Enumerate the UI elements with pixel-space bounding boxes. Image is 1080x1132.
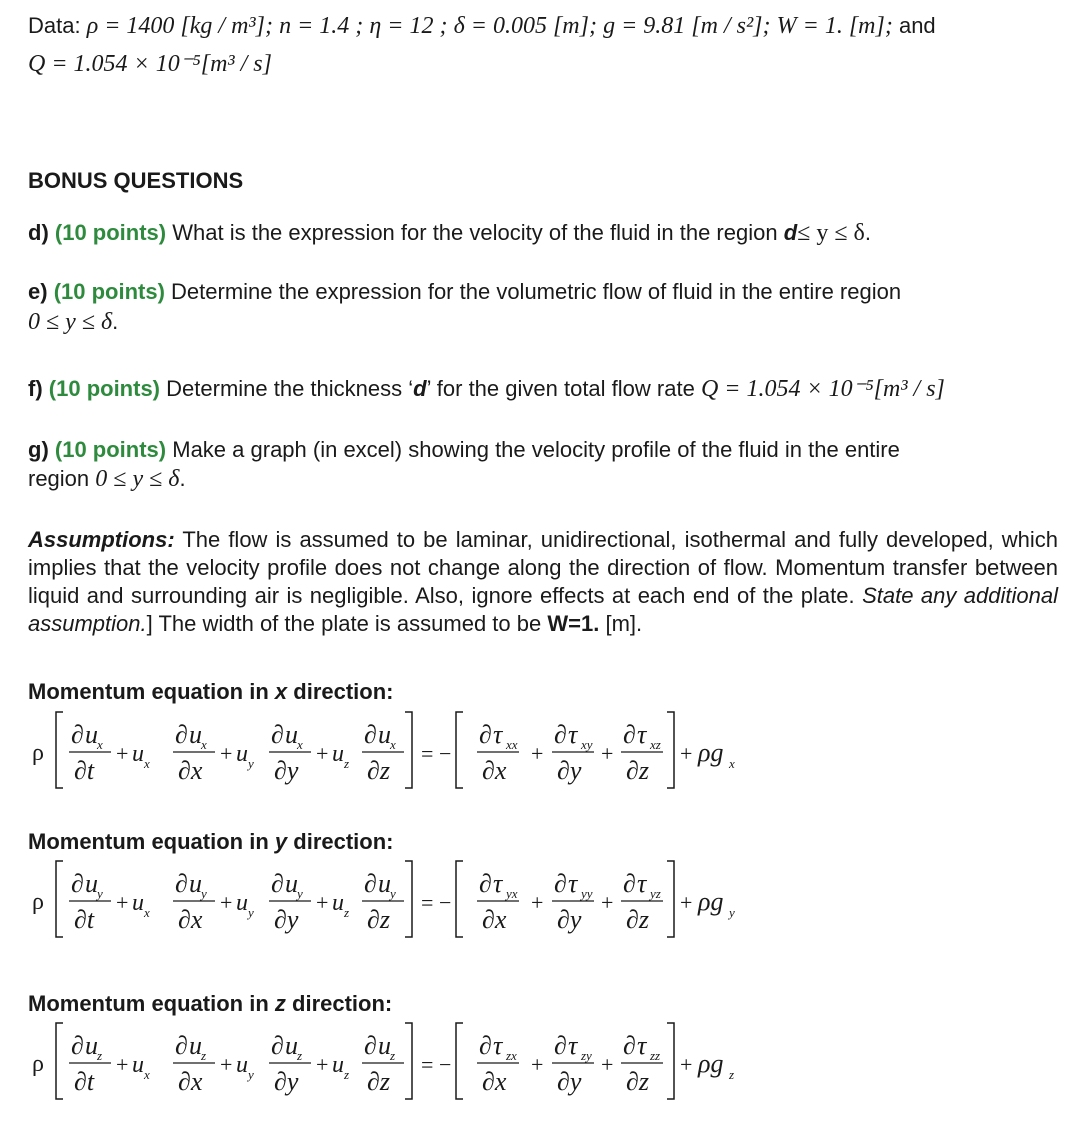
- question-text: Determine the thickness ‘: [166, 376, 414, 401]
- sub-y: y: [248, 1067, 254, 1082]
- frac-dtau-2-sub: yy: [581, 886, 593, 901]
- minus: −: [439, 741, 452, 766]
- question-text-2: ’ for the given total flow rate: [426, 376, 695, 401]
- question-label: d): [28, 220, 49, 245]
- frac-dudt-num: u: [85, 869, 98, 898]
- frac-dtau-3-num: τ: [637, 869, 647, 898]
- frac-dtau-3-den: ∂z: [626, 1067, 649, 1096]
- u-x: u: [132, 741, 144, 767]
- sub-y: y: [248, 756, 254, 771]
- frac-dudt-num: u: [85, 720, 98, 749]
- frac-dudx-den: ∂x: [178, 1067, 203, 1096]
- frac-dtau-3-den: ∂z: [626, 905, 649, 934]
- frac-dtau-1-num: τ: [493, 869, 503, 898]
- right-bracket: [405, 861, 412, 937]
- question-e-math: [28, 308, 118, 336]
- points-label: (10 points): [53, 279, 165, 304]
- frac-dtau-2-num: ∂: [554, 869, 567, 898]
- frac-dudt-den: ∂t: [74, 905, 95, 934]
- frac-dudy-sub: y: [297, 886, 303, 901]
- question-text: Determine the expression for the volumetric flow of fluid in the entire region: [171, 279, 902, 304]
- frac-dudt-den: ∂t: [74, 756, 95, 785]
- right-bracket: [405, 712, 412, 788]
- plus: +: [316, 1052, 329, 1077]
- u-y: u: [236, 1052, 248, 1078]
- question-f: [28, 375, 945, 403]
- momentum-equation-y: [28, 857, 788, 946]
- eq-z-title: [28, 990, 392, 1018]
- frac-dudt-num: ∂: [71, 869, 84, 898]
- assumptions-label: Assumptions:: [28, 527, 175, 552]
- frac-dudy-den: ∂y: [274, 756, 299, 785]
- minus: −: [439, 1052, 452, 1077]
- frac-dudy-sub: x: [297, 737, 303, 752]
- n-value: n = 1.4 ;: [279, 13, 364, 39]
- frac-dudy-num: ∂: [271, 869, 284, 898]
- eq-y-title: [28, 828, 394, 856]
- frac-dudy-num: ∂: [271, 1031, 284, 1060]
- flow-rate-math: Q = 1.054 × 10⁻⁵[m³ / s]: [700, 376, 945, 402]
- sub-g: y: [729, 905, 735, 920]
- sub-z: z: [344, 905, 350, 920]
- plus: +: [531, 741, 544, 766]
- right-bracket: [405, 1023, 412, 1099]
- plus: +: [531, 890, 544, 915]
- frac-dtau-3-num: ∂: [623, 1031, 636, 1060]
- eq-title-pre: Momentum equation in: [28, 991, 269, 1016]
- math-range: 0 ≤ y ≤ δ: [95, 466, 180, 492]
- sub-y: y: [248, 905, 254, 920]
- eq-axis: x: [274, 679, 288, 704]
- question-label: e): [28, 279, 48, 304]
- frac-dtau-2-num: ∂: [554, 720, 567, 749]
- plus: +: [601, 741, 614, 766]
- right-bracket: [667, 861, 674, 937]
- frac-dtau-2-den: ∂y: [557, 756, 582, 785]
- frac-dtau-2-num: ∂: [554, 1031, 567, 1060]
- assumptions-unit: [m].: [605, 611, 643, 636]
- frac-dudx-den: ∂x: [178, 905, 203, 934]
- u-x: u: [132, 1052, 144, 1078]
- frac-dudy-num: ∂: [271, 720, 284, 749]
- minus: −: [439, 890, 452, 915]
- left-bracket: [456, 861, 463, 937]
- frac-dtau-2-num: τ: [568, 720, 578, 749]
- frac-dudt-num: ∂: [71, 1031, 84, 1060]
- frac-dudt-num: ∂: [71, 720, 84, 749]
- equals: =: [421, 890, 434, 915]
- data-label: Data:: [28, 13, 81, 38]
- frac-dudz-sub: x: [390, 737, 396, 752]
- frac-dudy-den: ∂y: [274, 1067, 299, 1096]
- right-bracket: [667, 712, 674, 788]
- math-range: ≤ y ≤ δ: [797, 220, 865, 246]
- plus: +: [680, 890, 693, 915]
- frac-dtau-1-num: ∂: [479, 1031, 492, 1060]
- assumptions-italic: State any additional assumption.: [28, 583, 1058, 636]
- eq-title-pre: Momentum equation in: [28, 679, 269, 704]
- plus: +: [220, 741, 233, 766]
- frac-dudy-num: u: [285, 720, 298, 749]
- period: .: [864, 220, 871, 245]
- points-label: (10 points): [54, 220, 167, 245]
- frac-dudy-den: ∂y: [274, 905, 299, 934]
- frac-dudx-sub: y: [201, 886, 207, 901]
- frac-dtau-1-num: ∂: [479, 869, 492, 898]
- frac-dtau-2-num: τ: [568, 1031, 578, 1060]
- left-bracket: [56, 712, 63, 788]
- plus: +: [680, 1052, 693, 1077]
- frac-dudz-num: u: [378, 869, 391, 898]
- frac-dudy-num: u: [285, 869, 298, 898]
- plus: +: [680, 741, 693, 766]
- frac-dtau-1-num: ∂: [479, 720, 492, 749]
- u-y: u: [236, 741, 248, 767]
- u-z: u: [332, 741, 344, 767]
- frac-dudz-sub: z: [390, 1048, 396, 1063]
- frac-dtau-3-num: ∂: [623, 720, 636, 749]
- frac-dtau-1-sub: zx: [506, 1048, 517, 1063]
- frac-dudt-sub: y: [97, 886, 103, 901]
- question-text: Make a graph (in excel) showing the velocity profile of the fluid in the entire: [172, 437, 900, 462]
- frac-dudz-num: ∂: [364, 720, 377, 749]
- plus: +: [116, 890, 129, 915]
- frac-dtau-3-den: ∂z: [626, 756, 649, 785]
- w-value: W = 1. [m];: [776, 13, 893, 39]
- u-z: u: [332, 890, 344, 916]
- frac-dtau-1-den: ∂x: [482, 756, 507, 785]
- frac-dudx-num: u: [189, 869, 202, 898]
- and-text: and: [898, 13, 936, 38]
- frac-dudz-sub: y: [390, 886, 396, 901]
- u-y: u: [236, 890, 248, 916]
- frac-dudt-den: ∂t: [74, 1067, 95, 1096]
- eq-title-post: direction:: [292, 991, 393, 1016]
- plus: +: [220, 1052, 233, 1077]
- left-bracket: [456, 712, 463, 788]
- frac-dudx-num: ∂: [175, 1031, 188, 1060]
- frac-dtau-3-sub: zz: [650, 1048, 661, 1063]
- sub-x: x: [144, 1067, 150, 1082]
- assumptions-text-2: ] The width of the plate is assumed to be: [146, 611, 542, 636]
- period: .: [112, 309, 119, 334]
- points-label: (10 points): [48, 376, 161, 401]
- q-value: Q = 1.054 × 10⁻⁵[m³ / s]: [28, 51, 272, 77]
- q-line: [28, 50, 272, 78]
- left-bracket: [56, 1023, 63, 1099]
- equals: =: [421, 741, 434, 766]
- eq-title-post: direction:: [293, 679, 394, 704]
- bold-variable: d: [413, 376, 427, 401]
- assumptions-width: W=1.: [547, 611, 600, 636]
- plus: +: [316, 741, 329, 766]
- frac-dudy-sub: z: [297, 1048, 303, 1063]
- frac-dudt-sub: z: [97, 1048, 103, 1063]
- momentum-equation-x: [28, 708, 788, 797]
- frac-dtau-3-num: τ: [637, 720, 647, 749]
- points-label: (10 points): [54, 437, 167, 462]
- bold-variable: d: [783, 220, 798, 245]
- frac-dudx-sub: z: [201, 1048, 207, 1063]
- left-bracket: [456, 1023, 463, 1099]
- question-text: What is the expression for the velocity of the fluid in the region: [172, 220, 778, 245]
- frac-dudz-den: ∂z: [367, 905, 390, 934]
- equals: =: [421, 1052, 434, 1077]
- frac-dudx-num: u: [189, 1031, 202, 1060]
- sub-g: x: [729, 756, 735, 771]
- frac-dudz-num: u: [378, 1031, 391, 1060]
- u-x: u: [132, 890, 144, 916]
- frac-dudt-num: u: [85, 1031, 98, 1060]
- sub-g: z: [729, 1067, 735, 1082]
- question-e: [28, 278, 901, 306]
- rho-symbol: ρ: [32, 1051, 44, 1077]
- rho-g: ρg: [698, 738, 724, 767]
- sub-x: x: [144, 756, 150, 771]
- momentum-equation-z: [28, 1019, 788, 1108]
- frac-dudz-den: ∂z: [367, 1067, 390, 1096]
- frac-dtau-2-den: ∂y: [557, 905, 582, 934]
- rho-symbol: ρ: [32, 740, 44, 766]
- frac-dtau-3-sub: yz: [650, 886, 661, 901]
- left-bracket: [56, 861, 63, 937]
- plus: +: [116, 1052, 129, 1077]
- right-bracket: [667, 1023, 674, 1099]
- question-g: [28, 436, 900, 464]
- rho-g: ρg: [698, 887, 724, 916]
- frac-dtau-1-num: τ: [493, 1031, 503, 1060]
- frac-dudz-num: u: [378, 720, 391, 749]
- u-z: u: [332, 1052, 344, 1078]
- frac-dudz-num: ∂: [364, 869, 377, 898]
- frac-dtau-1-num: τ: [493, 720, 503, 749]
- frac-dudx-sub: x: [201, 737, 207, 752]
- question-label: f): [28, 376, 43, 401]
- frac-dtau-3-sub: xz: [650, 737, 661, 752]
- assumptions-paragraph: [28, 526, 1058, 638]
- frac-dudz-den: ∂z: [367, 756, 390, 785]
- rho-value: ρ = 1400 [kg / m³];: [86, 13, 273, 39]
- frac-dudt-sub: x: [97, 737, 103, 752]
- plus: +: [601, 1052, 614, 1077]
- sub-z: z: [344, 756, 350, 771]
- frac-dudy-num: u: [285, 1031, 298, 1060]
- eq-title-pre: Momentum equation in: [28, 829, 269, 854]
- equation-x-svg: [28, 708, 788, 792]
- plus: +: [116, 741, 129, 766]
- question-g-line2: [28, 465, 186, 493]
- frac-dudx-den: ∂x: [178, 756, 203, 785]
- eq-x-title: [28, 678, 394, 706]
- assumptions-text: The flow is assumed to be laminar, unidirectional, isothermal and fully developed, which implies that the velocity profile does not change along the direction of flow. Momentum transfer between liquid and surrounding air is negligible. Also, ignore effects at each end of the plate.: [28, 527, 1059, 608]
- frac-dudx-num: ∂: [175, 869, 188, 898]
- frac-dtau-1-sub: xx: [506, 737, 518, 752]
- math-range: 0 ≤ y ≤ δ: [28, 309, 113, 335]
- frac-dtau-3-num: τ: [637, 1031, 647, 1060]
- eta-value: η = 12 ;: [369, 13, 448, 39]
- delta-value: δ = 0.005 [m];: [453, 13, 597, 39]
- frac-dudz-num: ∂: [364, 1031, 377, 1060]
- sub-z: z: [344, 1067, 350, 1082]
- equation-y-svg: [28, 857, 788, 941]
- frac-dtau-2-sub: xy: [581, 737, 593, 752]
- data-line: [28, 12, 936, 40]
- eq-title-post: direction:: [293, 829, 394, 854]
- frac-dudx-num: ∂: [175, 720, 188, 749]
- eq-axis: y: [274, 829, 288, 854]
- question-d: [28, 219, 871, 247]
- frac-dtau-2-num: τ: [568, 869, 578, 898]
- frac-dtau-1-den: ∂x: [482, 1067, 507, 1096]
- sub-x: x: [144, 905, 150, 920]
- equation-z-svg: [28, 1019, 788, 1103]
- frac-dtau-1-sub: yx: [506, 886, 518, 901]
- question-text-2: region: [28, 466, 90, 491]
- frac-dtau-2-sub: zy: [581, 1048, 592, 1063]
- rho-g: ρg: [698, 1049, 724, 1078]
- period: .: [179, 466, 186, 491]
- rho-symbol: ρ: [32, 889, 44, 915]
- frac-dtau-2-den: ∂y: [557, 1067, 582, 1096]
- g-value: g = 9.81 [m / s²];: [603, 13, 771, 39]
- plus: +: [601, 890, 614, 915]
- plus: +: [220, 890, 233, 915]
- plus: +: [531, 1052, 544, 1077]
- frac-dtau-1-den: ∂x: [482, 905, 507, 934]
- frac-dtau-3-num: ∂: [623, 869, 636, 898]
- plus: +: [316, 890, 329, 915]
- frac-dudx-num: u: [189, 720, 202, 749]
- question-label: g): [28, 437, 49, 462]
- bonus-title: BONUS QUESTIONS: [28, 168, 244, 193]
- eq-axis: z: [274, 991, 286, 1016]
